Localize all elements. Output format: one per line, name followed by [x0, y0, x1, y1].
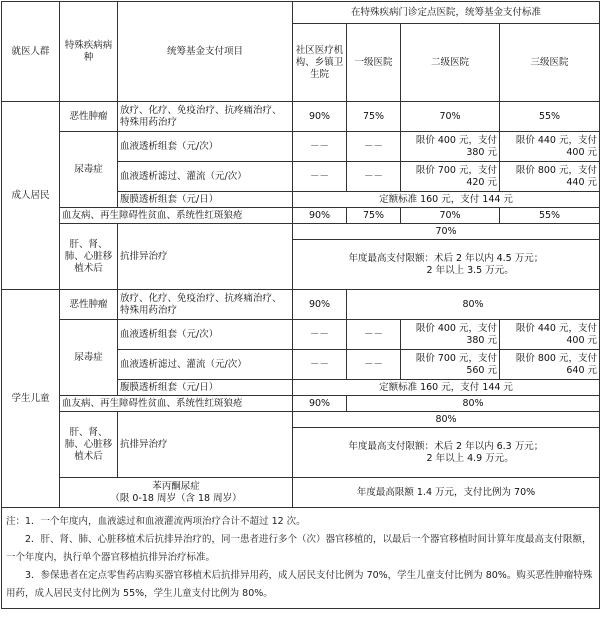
header-disease-type: 特殊疾病病种	[60, 2, 118, 102]
adult-hd-item: 血液透析组套（元/次）	[118, 132, 293, 162]
adult-blood-level1: 75%	[347, 208, 401, 224]
adult-pd-item: 腹膜透析组套（元/日）	[118, 192, 293, 208]
footnotes	[2, 508, 600, 609]
adult-hdf-level2: 限价 700 元，支付 420 元	[401, 162, 500, 192]
student-hd-level1: －－	[347, 320, 401, 350]
student-hdf-level1: －－	[347, 350, 401, 380]
footnote-1: 注：1．一个年度内，血液滤过和血液灌流两项治疗合计不超过 12 次。	[6, 516, 306, 527]
student-hdf-level2: 限价 700 元，支付 560 元	[401, 350, 500, 380]
adult-blood-community: 90%	[293, 208, 347, 224]
student-blood-community: 90%	[293, 396, 347, 412]
student-transplant-ratio: 80%	[293, 412, 600, 428]
student-blood-rest: 80%	[347, 396, 600, 412]
student-group: 学生儿童	[2, 290, 60, 508]
header-fund-item: 统筹基金支付项目	[118, 2, 293, 102]
student-pd-standard: 定额标准 160 元，支付 144 元	[293, 380, 600, 396]
adult-tumor-name: 恶性肿瘤	[60, 102, 118, 132]
student-transplant-limit	[347, 428, 600, 478]
adult-tumor-level3: 55%	[500, 102, 600, 132]
student-hd-level2: 限价 400 元，支付 380 元	[401, 320, 500, 350]
adult-hd-level1: －－	[347, 132, 401, 162]
student-blood-name: 血友病、再生障碍性贫血、系统性红斑狼疮	[60, 396, 293, 412]
header-level-2: 二级医院	[401, 24, 500, 102]
adult-transplant-limit-1: 年度最高支付限额：术后 2 年以内 4.5 万元；	[348, 252, 544, 264]
adult-hd-level2: 限价 400 元，支付 380 元	[401, 132, 500, 162]
adult-group: 成人居民	[2, 102, 60, 290]
header-level-1: 一级医院	[347, 24, 401, 102]
student-transplant-item: 抗排异治疗	[118, 412, 293, 478]
student-pku-name-1: 苯丙酮尿症	[152, 480, 200, 492]
student-tumor-rest: 80%	[347, 290, 600, 320]
student-transplant-blank	[293, 428, 347, 478]
adult-blood-level3: 55%	[500, 208, 600, 224]
student-transplant-name: 肝、肾、肺、心脏移植术后	[60, 412, 118, 478]
student-hd-item: 血液透析组套（元/次）	[118, 320, 293, 350]
adult-hdf-item: 血液透析滤过、灌流（元/次）	[118, 162, 293, 192]
adult-tumor-item: 放疗、化疗、免疫治疗、抗疼痛治疗、特殊用药治疗	[118, 102, 293, 132]
adult-transplant-limit-2: 2 年以上 3.5 万元。	[426, 264, 514, 276]
student-tumor-name: 恶性肿瘤	[60, 290, 118, 320]
adult-hd-level3: 限价 440 元，支付 400 元	[500, 132, 600, 162]
student-hd-community: －－	[293, 320, 347, 350]
footnote-3: 3．参保患者在定点零售药店购买器官移植术后抗排异用药，成人居民支付比例为 70%，学生儿童支付比例为 80%。购买恶性肿瘤特殊用药，成人居民支付比例为 55%，学生儿童支付比例为 80%。	[6, 570, 593, 599]
student-pku-name	[60, 478, 293, 508]
adult-transplant-blank	[293, 240, 347, 290]
header-level-community: 社区医疗机构、乡镇卫生院	[293, 24, 347, 102]
student-hdf-community: －－	[293, 350, 347, 380]
student-hdf-item: 血液透析滤过、灌流（元/次）	[118, 350, 293, 380]
adult-hdf-level1: －－	[347, 162, 401, 192]
adult-uremia-name: 尿毒症	[60, 132, 118, 208]
footnote-2: 2．肝、肾、肺、心脏移植术后抗排异治疗的，同一患者进行多个（次）器官移植的，以最后一个器官移植时间计算年度最高支付限额，一个年度内，执行单个器官移植抗排异治疗标准。	[6, 534, 592, 563]
student-pd-item: 腹膜透析组套（元/日）	[118, 380, 293, 396]
student-hd-level3: 限价 440 元，支付 400 元	[500, 320, 600, 350]
adult-transplant-limit	[347, 240, 600, 290]
student-tumor-community: 90%	[293, 290, 347, 320]
adult-transplant-ratio: 70%	[293, 224, 600, 240]
header-group: 就医人群	[2, 2, 60, 102]
student-transplant-limit-1: 年度最高支付限额：术后 2 年以内 6.3 万元；	[348, 440, 544, 452]
student-transplant-limit-2: 2 年以上 4.9 万元。	[426, 452, 514, 464]
adult-transplant-item: 抗排异治疗	[118, 224, 293, 290]
adult-blood-name: 血友病、再生障碍性贫血、系统性红斑狼疮	[60, 208, 293, 224]
adult-tumor-level1: 75%	[347, 102, 401, 132]
student-tumor-item: 放疗、化疗、免疫治疗、抗疼痛治疗、特殊用药治疗	[118, 290, 293, 320]
student-hdf-level3: 限价 800 元，支付 640 元	[500, 350, 600, 380]
adult-hd-community: －－	[293, 132, 347, 162]
adult-blood-level2: 70%	[401, 208, 500, 224]
adult-hdf-level3: 限价 800 元，支付 440 元	[500, 162, 600, 192]
payment-standard-table	[1, 1, 600, 609]
student-uremia-name: 尿毒症	[60, 320, 118, 396]
adult-tumor-level2: 70%	[401, 102, 500, 132]
header-level-3: 三级医院	[500, 24, 600, 102]
adult-pd-standard: 定额标准 160 元，支付 144 元	[293, 192, 600, 208]
adult-transplant-name: 肝、肾、肺、心脏移植术后	[60, 224, 118, 290]
student-pku-name-2: （限 0-18 周岁（含 18 周岁）	[110, 492, 242, 504]
adult-hdf-community: －－	[293, 162, 347, 192]
adult-tumor-community: 90%	[293, 102, 347, 132]
header-standard: 在特殊疾病门诊定点医院，统筹基金支付标准	[293, 2, 600, 24]
student-pku-standard: 年度最高限额 1.4 万元，支付比例为 70%	[293, 478, 600, 508]
